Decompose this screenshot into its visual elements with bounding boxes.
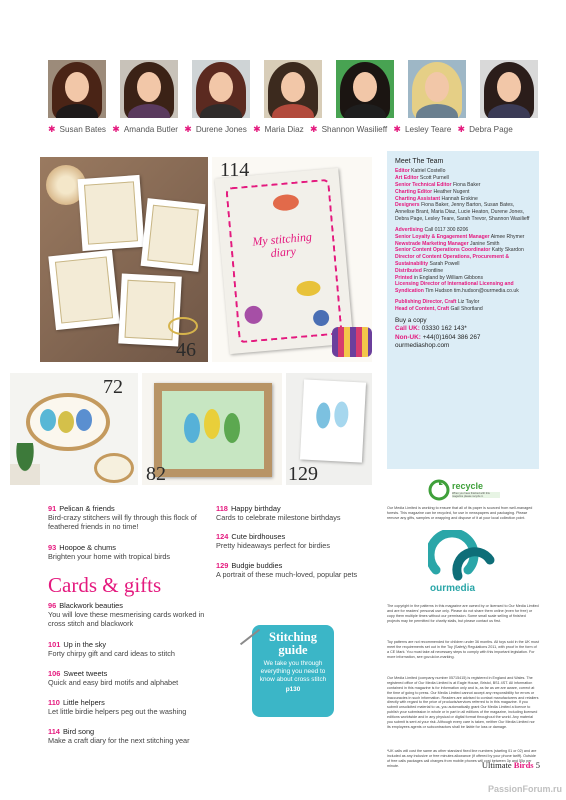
team-row: Director of Content Operations, Procurement & Sustainability Sarah Powell <box>395 254 510 267</box>
team-row: Designers Fiona Baker, Jenny Barton, Susan Bates, Annelise Brant, Maria Diaz, Lucie Heaton, Durene Jones, Debra Page, Lesley Teare, Sarah Trevor, Shannon Wasilieff <box>395 202 530 223</box>
entry-page: 101 <box>48 640 61 649</box>
entry-title: Cute birdhouses <box>231 532 286 541</box>
contents-entry[interactable] <box>48 640 216 658</box>
entry-page: 91 <box>48 504 57 513</box>
badge-sub: We take you through everything you need to know about cross stitch <box>259 660 327 683</box>
buy-web[interactable]: ourmediashop.com <box>395 342 450 350</box>
plant-pot <box>10 443 40 485</box>
entry-title: Budgie buddies <box>231 561 283 570</box>
buy-nonuk: Non-UK: +44(0)1604 386 267 <box>395 333 481 341</box>
entry-desc: A portrait of these much-loved, popular pets <box>216 570 358 579</box>
star-icon: ✱ <box>253 124 261 134</box>
page-number-label: 72 <box>103 376 123 398</box>
avatar <box>264 60 322 118</box>
contributor-name: Lesley Teare <box>404 125 452 134</box>
diary-title: My stitching diary <box>251 229 313 261</box>
team-row: Senior Technical Editor Fiona Baker <box>395 182 481 188</box>
entry-title: Blackwork beauties <box>59 601 123 610</box>
star-icon: ✱ <box>393 124 401 134</box>
entry-title: Up in the sky <box>63 640 107 649</box>
entry-desc: Pretty hideaways perfect for birdies <box>216 541 330 550</box>
card-birdcage <box>118 273 182 346</box>
card-budgies <box>300 379 366 462</box>
contents-entry[interactable] <box>48 727 238 745</box>
budgie-motif <box>40 409 56 431</box>
entry-title: Happy birthday <box>230 504 281 513</box>
entry-page: 110 <box>48 698 60 707</box>
entry-desc: You will love these mesmerising cards worked in cross stitch and blackwork <box>48 610 205 629</box>
budgie-motif <box>224 413 240 443</box>
team-row: Senior Content Operations Coordinator Katty Skardon <box>395 247 524 254</box>
team-row: Editor Katriel Costello <box>395 168 446 175</box>
contributor-strip <box>40 60 540 126</box>
budgie-motif <box>334 401 349 428</box>
budgie-motif <box>204 409 220 439</box>
footer-brand: Ultimate <box>481 760 512 770</box>
entry-desc: Let little birdie helpers peg out the washing <box>48 707 187 716</box>
entry-desc: Brighten your home with tropical birds <box>48 552 171 561</box>
team-row: Publishing Director, Craft Liz Taylor <box>395 299 480 305</box>
stitching-guide-badge[interactable] <box>252 625 334 717</box>
team-row: Printed in England by William Gibbons <box>395 274 484 281</box>
picture-frame <box>154 383 272 477</box>
team-row: Charting Editor Heather Nugent <box>395 188 470 195</box>
buy-uk: Call UK: 03330 162 143* <box>395 325 467 333</box>
team-row: Distributed Frontline <box>395 267 444 274</box>
star-icon: ✱ <box>457 124 466 134</box>
badge-page: p130 <box>285 686 301 694</box>
entry-desc: Cards to celebrate milestone birthdays <box>216 513 341 522</box>
team-row: Licensing Director of International Licensing and Syndication Tim Hudson tim.hudson@ourmedia.co.uk <box>395 281 519 295</box>
footer-page: 5 <box>535 760 540 770</box>
avatar <box>408 60 466 118</box>
recycle-word: recycle <box>452 481 484 491</box>
page-number-label: 46 <box>176 339 196 361</box>
card-birdcage <box>48 250 119 330</box>
scissors-decoration <box>168 317 198 335</box>
footer-brand-accent: Birds <box>513 760 534 770</box>
entry-page: 93 <box>48 543 57 552</box>
ourmedia-icon <box>428 530 498 582</box>
entry-page: 96 <box>48 601 57 610</box>
buy-a-copy <box>395 317 531 351</box>
star-icon: ✱ <box>184 124 192 134</box>
entry-desc: Make a craft diary for the next stitching year <box>48 736 190 745</box>
contributor-name: Durene Jones <box>195 125 247 134</box>
entry-title: Sweet tweets <box>63 669 108 678</box>
contents-entry[interactable] <box>216 561 384 579</box>
avatar <box>48 60 106 118</box>
budgie-motif <box>184 413 200 443</box>
entry-desc: Bird-crazy stitchers will fly through this flock of feathered friends in no time! <box>48 513 197 532</box>
legal-paragraph: *UK calls will cost the same as other standard fixed line numbers (starting 01 or 02) and are included as any inclusive or free minutes allowance (if offered by your phone tariff). Outside of free calls packages call charges from mobile phones will cost between 3p and 55p per minute. <box>387 749 537 768</box>
contributor-name: Amanda Butler <box>123 125 178 134</box>
contents-entry[interactable] <box>48 504 216 531</box>
card-birdcage <box>141 198 206 272</box>
entry-page: 124 <box>216 532 229 541</box>
recycle-sub: When you have finished with this magazine please recycle it. <box>452 492 500 498</box>
legal-paragraph: Toy patterns are not recommended for children under 36 months. All toys sold in the UK must meet the requirements set out in the Toy (Safety) Regulations 2011, with proof in the form of a CE Mark. You must take all necessary steps to comply with this important legislation. For more information, see gov.uk/ce-marking. <box>387 640 539 659</box>
star-icon: ✱ <box>48 124 56 134</box>
entry-desc: Quick and easy bird motifs and alphabet <box>48 678 179 687</box>
badge-title-1: Stitching <box>269 630 317 644</box>
team-row: Senior Loyalty & Engagement Manager Aimee Rhymer <box>395 233 525 240</box>
avatar <box>120 60 178 118</box>
thread-skeins <box>332 327 372 357</box>
star-icon: ✱ <box>112 124 120 134</box>
ourmedia-wordmark: ourmedia <box>430 583 476 594</box>
entry-title: Hoopoe & chums <box>59 543 116 552</box>
star-icon: ✱ <box>310 124 318 134</box>
budgie-motif <box>316 402 331 429</box>
contents-entry[interactable] <box>216 504 384 522</box>
entry-page: 118 <box>216 504 228 513</box>
diary-cover <box>215 168 354 354</box>
team-row: Newstrade Marketing Manager Janine Smith <box>395 240 500 247</box>
card-birdcage <box>78 175 145 251</box>
contents-entry[interactable] <box>48 669 216 687</box>
contents-entry[interactable] <box>48 698 216 716</box>
entry-page: 114 <box>48 727 60 736</box>
recycle-logo <box>428 478 498 504</box>
avatar <box>480 60 538 118</box>
entry-page: 129 <box>216 561 229 570</box>
contributor-name: Shannon Wasilieff <box>321 125 388 134</box>
recycle-text: Our Media Limited is working to ensure that all of its paper is sourced from well-managed forests. This magazine can be recycled, for use in newspapers and packaging. Please remove any gifts, samples or wrapping and dispose of it at your local collection point. <box>387 506 533 520</box>
contributor-name: Susan Bates <box>59 125 106 134</box>
legal-paragraph: Our Media Limited (company number 05715415) is registered in England and Wales. The registered office of Our Media Limited is at Eagle House, Bristol, BS1 4ST. All information contained in this magazine is for information only and is, as far as we are aware, correct at the time of going to press. Our Media Limited cannot accept any responsibility for errors or inaccuracies in such information. Readers are advised to contact manufacturers and retailers directly with regard to the price of products/services referred to in this magazine. If you submit unsolicited material to us, you automatically grant Our Media Limited a licence to publish your submission in whole or in part in all editions of the magazine, including licensed editions worldwide and in any physical or digital format throughout the world. Any material you submit is sent at your risk. Although every care is taken, neither Our Media Limited nor its employees agents or subcontractors shall be liable for loss or damage. <box>387 676 539 729</box>
team-row: Advertising Call 0117 300 8206 <box>395 226 469 233</box>
entry-desc: Forty chirpy gift and card ideas to stitch <box>48 649 175 658</box>
contents-entry[interactable] <box>48 543 216 561</box>
contributor-name: Maria Diaz <box>264 125 304 134</box>
small-hoop <box>94 453 134 483</box>
team-heading: Meet The Team <box>395 158 444 165</box>
watermark: PassionForum.ru <box>487 784 562 794</box>
avatar <box>192 60 250 118</box>
contents-entry[interactable] <box>216 532 384 550</box>
team-row: Head of Content, Craft Gail Shortland <box>395 305 483 312</box>
buy-heading: Buy a copy <box>395 316 427 324</box>
entry-title: Bird song <box>62 727 95 736</box>
entry-title: Little helpers <box>62 698 105 707</box>
page-number-label: 82 <box>146 463 166 485</box>
contributor-names <box>44 124 544 138</box>
entry-page: 106 <box>48 669 61 678</box>
team-row: Charting Assistant Hannah Erskine <box>395 195 478 202</box>
contents-entry[interactable] <box>48 601 216 628</box>
section-title: Cards & gifts <box>48 573 162 597</box>
page-number-label: 129 <box>288 463 318 485</box>
page-number-label: 114 <box>220 159 250 181</box>
entry-title: Pelican & friends <box>59 504 115 513</box>
page-footer <box>482 760 540 770</box>
legal-paragraph: The copyright in the patterns in this magazine are owned by or licensed to Our Media Limited and are for readers' personal use only. Please do not share them online (even for free) or copy them multiple times without our permission. Some small scale selling of finished projects may be permitted for charity stalls, but please contact us first. <box>387 604 539 623</box>
photo-birdcage-cards <box>40 157 208 362</box>
meet-the-team-panel <box>387 151 539 469</box>
badge-title-2: guide <box>278 642 308 657</box>
team-row: Art Editor Scott Purnell <box>395 175 449 182</box>
budgie-motif <box>76 409 92 431</box>
photo-stitching-diary <box>212 157 372 362</box>
budgie-motif <box>58 411 74 433</box>
contributor-name: Debra Page <box>469 125 513 134</box>
avatar <box>336 60 394 118</box>
